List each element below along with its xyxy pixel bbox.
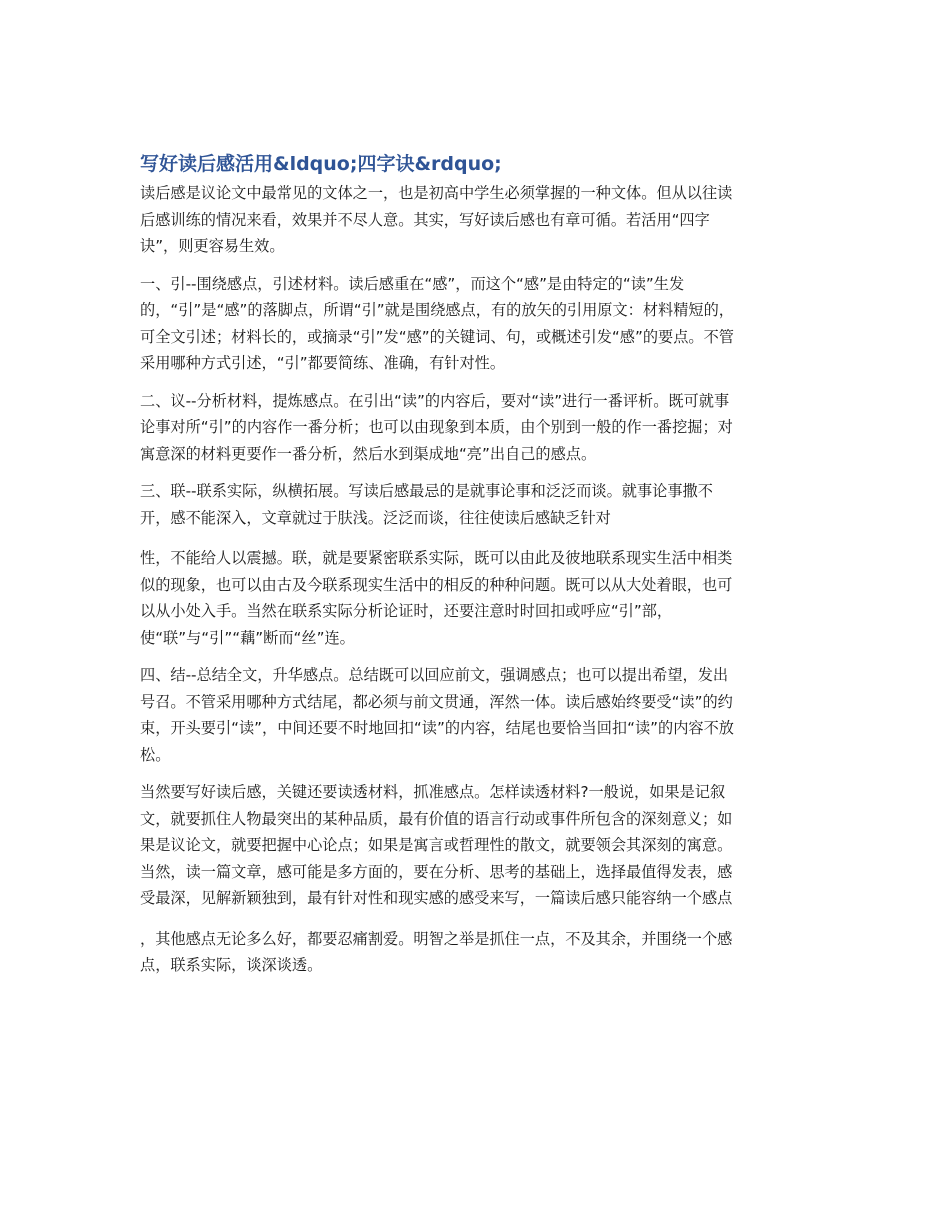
paragraph-line: 采用哪种方式引述，“引”都要简练、准确，有针对性。 xyxy=(140,354,506,372)
paragraph-conclusion xyxy=(140,779,810,912)
paragraph-conclusion-cont xyxy=(140,926,810,979)
paragraph-line: 四、结--总结全文，升华感点。总结既可以回应前文，强调感点；也可以提出希望，发出 xyxy=(140,666,729,684)
paragraph-line: 松。 xyxy=(140,745,171,764)
paragraph-line: 读后感是议论文中最常见的文体之一，也是初高中学生必须掌握的一种文体。但从以往读 xyxy=(140,184,733,202)
paragraph-line: 当然要写好读后感，关键还要读透材料，抓准感点。怎样读透材料?一般说，如果是记叙 xyxy=(140,783,726,801)
paragraph-intro xyxy=(140,180,810,260)
paragraph-line: ，其他感点无论多么好，都要忍痛割爱。明智之举是抓住一点，不及其余，并围绕一个感 xyxy=(140,929,733,948)
paragraph-line: 后感训练的情况来看，效果并不尽人意。其实，写好读后感也有章可循。若活用“四字 xyxy=(140,210,710,229)
paragraph-line: 开，感不能深入，文章就过于肤浅。泛泛而谈，往往使读后感缺乏针对 xyxy=(140,508,611,527)
paragraph-yi xyxy=(140,388,810,468)
paragraph-line: 文，就要抓住人物最突出的某种品质，最有价值的语言行动或事件所包含的深刻意义；如 xyxy=(140,809,733,828)
paragraph-line: 果是议论文，就要把握中心论点；如果是寓言或哲理性的散文，就要领会其深刻的寓意。 xyxy=(140,836,733,854)
paragraph-line: 二、议--分析材料，提炼感点。在引出“读”的内容后，要对“读”进行一番评析。既可就事 xyxy=(140,391,730,410)
paragraph-lian-start xyxy=(140,478,810,531)
paragraph-lian-cont xyxy=(140,545,810,651)
paragraph-line: 当然，读一篇文章，感可能是多方面的，要在分析、思考的基础上，选择最值得发表，感 xyxy=(140,862,733,881)
paragraph-line: 三、联--联系实际，纵横拓展。写读后感最忌的是就事论事和泛泛而谈。就事论事撒不 xyxy=(140,482,713,500)
paragraph-line: 受最深，见解新颖独到，最有针对性和现实感的感受来写，一篇读后感只能容纳一个感点 xyxy=(140,889,733,907)
paragraph-line: 一、引--围绕感点，引述材料。读后感重在“感”，而这个“感”是由特定的“读”生发 xyxy=(140,274,685,293)
paragraph-line: 诀”，则更容易生效。 xyxy=(140,237,285,255)
paragraph-line: 似的现象，也可以由古及今联系现实生活中的相反的种种问题。既可以从大处着眼，也可 xyxy=(140,575,733,594)
paragraph-line: 寓意深的材料更要作一番分析，然后水到渠成地“亮”出自己的感点。 xyxy=(140,444,597,463)
document-page xyxy=(140,150,810,990)
paragraph-line: 论事对所“引”的内容作一番分析；也可以由现象到本质，由个别到一般的作一番挖掘；对 xyxy=(140,418,733,436)
paragraph-line: 号召。不管采用哪种方式结尾，都必须与前文贯通，浑然一体。读后感始终要受“读”的约 xyxy=(140,692,733,711)
paragraph-line: 可全文引述；材料长的，或摘录“引”发“感”的关键词、句，或概述引发“感”的要点。不管 xyxy=(140,327,734,346)
paragraph-line: 使“联”与“引”“藕”断而“丝”连。 xyxy=(140,628,355,647)
paragraph-line: 以从小处入手。当然在联系实际分析论证时，还要注意时时回扣或呼应“引”部， xyxy=(140,602,673,620)
paragraph-line: 的，“引”是“感”的落脚点，所谓“引”就是围绕感点，有的放矢的引用原文：材料精短的， xyxy=(140,301,734,319)
paragraph-jie xyxy=(140,662,810,768)
paragraph-line: 点，联系实际，谈深谈透。 xyxy=(140,956,323,974)
paragraph-line: 性，不能给人以震撼。联，就是要紧密联系实际，既可以由此及彼地联系现实生活中相类 xyxy=(140,549,733,567)
document-title: 写好读后感活用&ldquo;四字诀&rdquo; xyxy=(140,153,502,175)
paragraph-yin xyxy=(140,271,810,377)
paragraph-line: 束，开头要引“读”，中间还要不时地回扣“读”的内容，结尾也要恰当回扣“读”的内容不放 xyxy=(140,719,734,737)
